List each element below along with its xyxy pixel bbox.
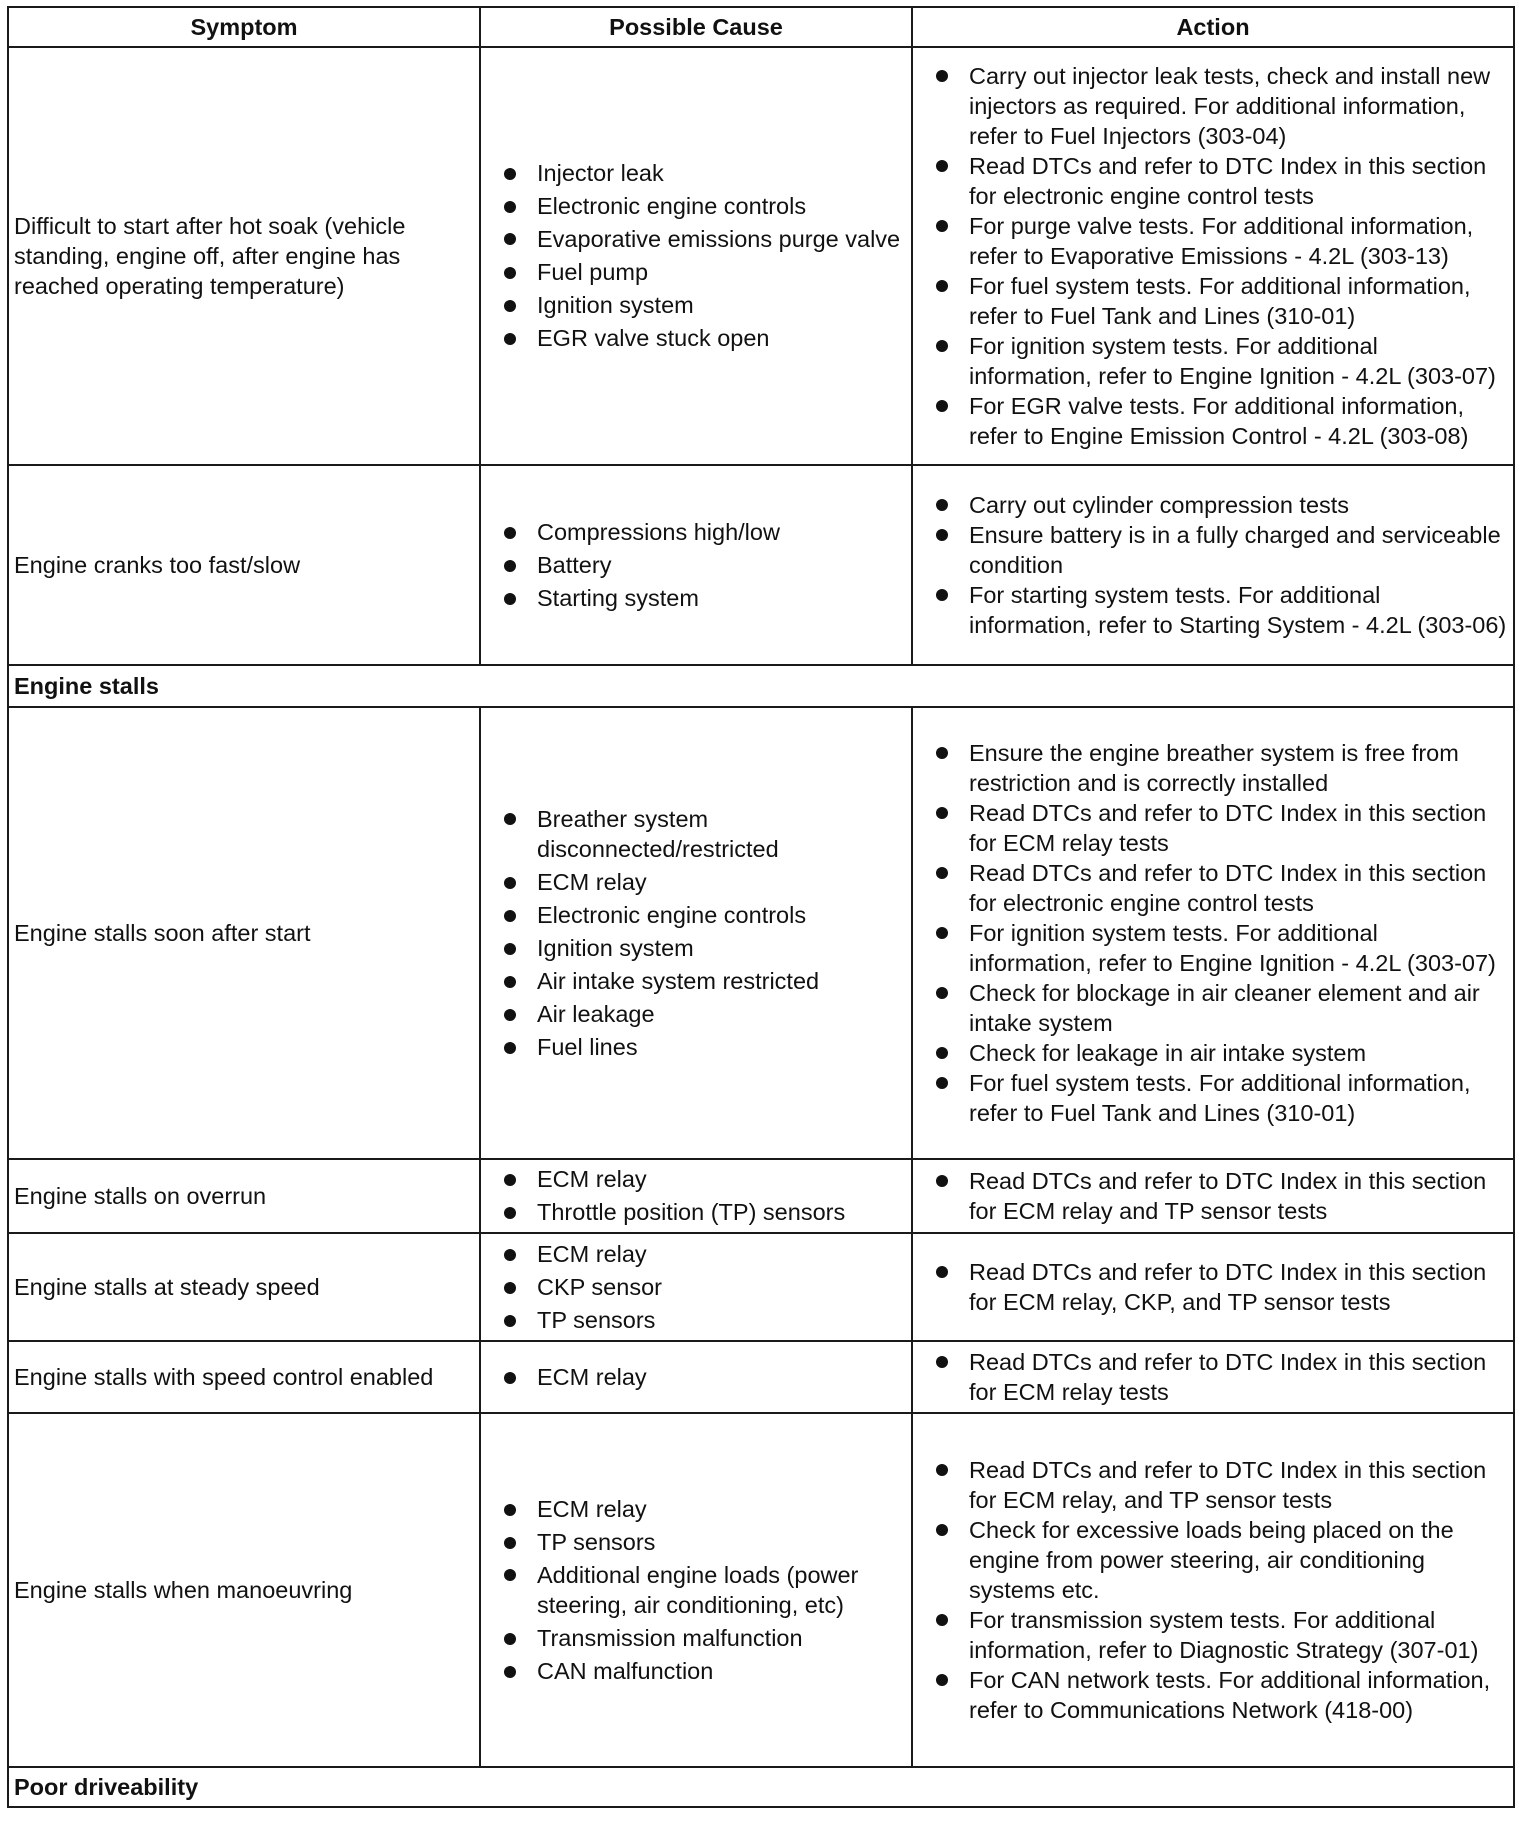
action-item: Read DTCs and refer to DTC Index in this section for ECM relay, CKP, and TP sensor tests <box>935 1257 1507 1317</box>
cause-list <box>503 1238 905 1337</box>
action-list <box>935 738 1507 1128</box>
action-item: For starting system tests. For additional information, refer to Starting System - 4.2L (303-06) <box>935 580 1507 640</box>
cause-item: CAN malfunction <box>503 1655 905 1688</box>
cause-item: CKP sensor <box>503 1271 905 1304</box>
section-heading-poor-driveability: Poor driveability <box>8 1767 1514 1807</box>
action-cell <box>912 1159 1514 1233</box>
cause-item: Air leakage <box>503 998 905 1031</box>
symptom-cell: Engine stalls with speed control enabled <box>8 1341 480 1413</box>
action-item: For fuel system tests. For additional information, refer to Fuel Tank and Lines (310-01) <box>935 1068 1507 1128</box>
symptom-cell: Difficult to start after hot soak (vehicle standing, engine off, after engine has reached operating temperature) <box>8 47 480 465</box>
cause-item: ECM relay <box>503 866 905 899</box>
table-row <box>8 707 1514 1159</box>
action-item: Read DTCs and refer to DTC Index in this section for ECM relay, and TP sensor tests <box>935 1455 1507 1515</box>
cause-cell <box>480 465 912 665</box>
section-row <box>8 1767 1514 1807</box>
action-item: Check for excessive loads being placed on the engine from power steering, air conditioning systems etc. <box>935 1515 1507 1605</box>
action-cell <box>912 1341 1514 1413</box>
action-list <box>935 1347 1507 1407</box>
cause-item: ECM relay <box>503 1361 905 1394</box>
cause-item: Additional engine loads (power steering, air conditioning, etc) <box>503 1559 905 1622</box>
cause-cell <box>480 1159 912 1233</box>
symptom-cell: Engine stalls soon after start <box>8 707 480 1159</box>
section-heading-engine-stalls: Engine stalls <box>8 665 1514 707</box>
cause-list <box>503 1493 905 1688</box>
cause-item: Battery <box>503 549 905 582</box>
symptom-header: Symptom <box>8 7 480 47</box>
diagnosis-table <box>7 6 1515 1808</box>
action-list <box>935 490 1507 640</box>
cause-item: Fuel pump <box>503 256 905 289</box>
action-list <box>935 61 1507 451</box>
section-row <box>8 665 1514 707</box>
action-item: Read DTCs and refer to DTC Index in this section for electronic engine control tests <box>935 151 1507 211</box>
cause-item: Evaporative emissions purge valve <box>503 223 905 256</box>
action-item: Check for blockage in air cleaner element and air intake system <box>935 978 1507 1038</box>
action-item: Read DTCs and refer to DTC Index in this section for ECM relay tests <box>935 1347 1507 1407</box>
cause-item: TP sensors <box>503 1526 905 1559</box>
symptom-cell: Engine stalls at steady speed <box>8 1233 480 1341</box>
cause-item: Fuel lines <box>503 1031 905 1064</box>
action-item: For transmission system tests. For additional information, refer to Diagnostic Strategy (307-01) <box>935 1605 1507 1665</box>
action-item: Read DTCs and refer to DTC Index in this section for electronic engine control tests <box>935 858 1507 918</box>
action-cell <box>912 1413 1514 1767</box>
action-item: Ensure the engine breather system is free from restriction and is correctly installed <box>935 738 1507 798</box>
cause-item: EGR valve stuck open <box>503 322 905 355</box>
cause-cell <box>480 1233 912 1341</box>
action-item: For ignition system tests. For additional information, refer to Engine Ignition - 4.2L (303-07) <box>935 331 1507 391</box>
symptom-cell: Engine stalls on overrun <box>8 1159 480 1233</box>
cause-cell <box>480 707 912 1159</box>
action-item: For ignition system tests. For additional information, refer to Engine Ignition - 4.2L (303-07) <box>935 918 1507 978</box>
cause-list <box>503 516 905 615</box>
cause-item: Ignition system <box>503 932 905 965</box>
cause-item: Electronic engine controls <box>503 899 905 932</box>
cause-list <box>503 1361 905 1394</box>
cause-item: Air intake system restricted <box>503 965 905 998</box>
action-item: Carry out injector leak tests, check and install new injectors as required. For additional information, refer to Fuel Injectors (303-04) <box>935 61 1507 151</box>
cause-item: ECM relay <box>503 1493 905 1526</box>
action-cell <box>912 707 1514 1159</box>
cause-item: Throttle position (TP) sensors <box>503 1196 905 1229</box>
table-row <box>8 1413 1514 1767</box>
action-cell <box>912 47 1514 465</box>
action-item: Ensure battery is in a fully charged and serviceable condition <box>935 520 1507 580</box>
cause-cell <box>480 1413 912 1767</box>
table-row <box>8 1159 1514 1233</box>
cause-item: Starting system <box>503 582 905 615</box>
table-row <box>8 1233 1514 1341</box>
cause-list <box>503 803 905 1064</box>
cause-list <box>503 1163 905 1229</box>
table-row <box>8 465 1514 665</box>
action-item: For purge valve tests. For additional information, refer to Evaporative Emissions - 4.2L (303-13) <box>935 211 1507 271</box>
cause-list <box>503 157 905 355</box>
cause-item: Ignition system <box>503 289 905 322</box>
cause-item: Electronic engine controls <box>503 190 905 223</box>
action-item: For fuel system tests. For additional information, refer to Fuel Tank and Lines (310-01) <box>935 271 1507 331</box>
possible-cause-header: Possible Cause <box>480 7 912 47</box>
table-row <box>8 1341 1514 1413</box>
action-cell <box>912 465 1514 665</box>
action-item: For EGR valve tests. For additional information, refer to Engine Emission Control - 4.2L (303-08) <box>935 391 1507 451</box>
action-item: For CAN network tests. For additional information, refer to Communications Network (418-00) <box>935 1665 1507 1725</box>
cause-item: Compressions high/low <box>503 516 905 549</box>
symptom-cell: Engine stalls when manoeuvring <box>8 1413 480 1767</box>
action-item: Read DTCs and refer to DTC Index in this section for ECM relay tests <box>935 798 1507 858</box>
cause-item: Transmission malfunction <box>503 1622 905 1655</box>
cause-cell <box>480 47 912 465</box>
cause-item: ECM relay <box>503 1163 905 1196</box>
cause-item: TP sensors <box>503 1304 905 1337</box>
cause-cell <box>480 1341 912 1413</box>
cause-item: Injector leak <box>503 157 905 190</box>
action-list <box>935 1166 1507 1226</box>
symptom-cell: Engine cranks too fast/slow <box>8 465 480 665</box>
action-item: Check for leakage in air intake system <box>935 1038 1507 1068</box>
cause-item: Breather system disconnected/restricted <box>503 803 905 866</box>
table-row <box>8 47 1514 465</box>
action-list <box>935 1257 1507 1317</box>
action-item: Read DTCs and refer to DTC Index in this section for ECM relay and TP sensor tests <box>935 1166 1507 1226</box>
cause-item: ECM relay <box>503 1238 905 1271</box>
header-row <box>8 7 1514 47</box>
action-item: Carry out cylinder compression tests <box>935 490 1507 520</box>
action-cell <box>912 1233 1514 1341</box>
action-list <box>935 1455 1507 1725</box>
action-header: Action <box>912 7 1514 47</box>
